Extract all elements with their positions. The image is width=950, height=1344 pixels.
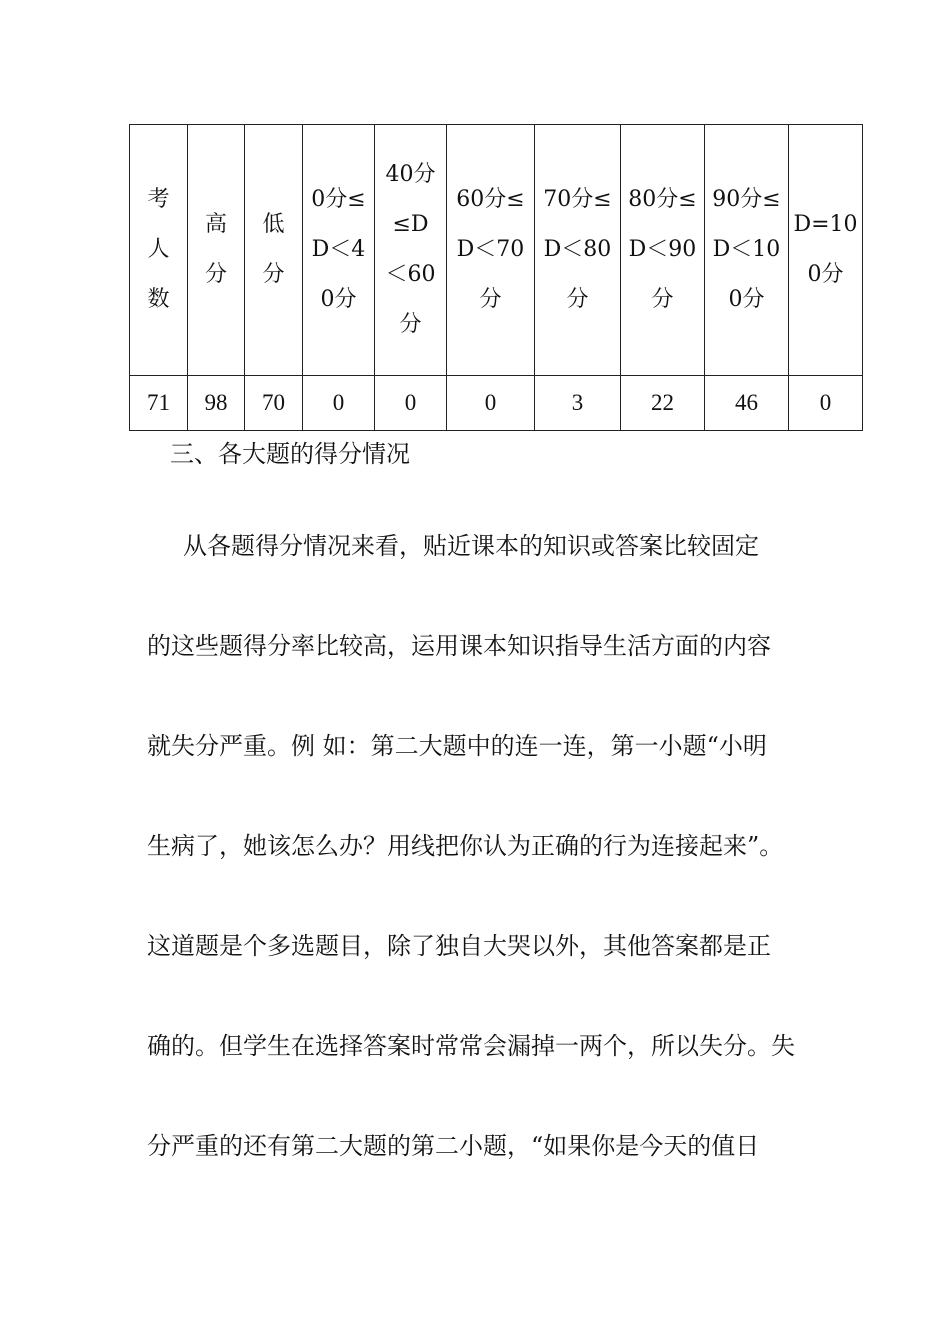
- value-cell: 3: [535, 376, 621, 431]
- header-cell: 40分≤D＜60分: [375, 125, 447, 376]
- value-cell: 0: [303, 376, 375, 431]
- value-cell: 0: [447, 376, 535, 431]
- header-cell: 高分: [188, 125, 245, 376]
- paragraph-line: 分严重的还有第二大题的第二小题，“如果你是今天的值日: [147, 1132, 760, 1160]
- paragraph-line: 从各题得分情况来看，贴近课本的知识或答案比较固定: [183, 532, 759, 560]
- header-cell: 70分≤D＜80分: [535, 125, 621, 376]
- section-heading: 三、各大题的得分情况: [170, 440, 410, 468]
- value-cell: 22: [621, 376, 705, 431]
- value-cell: 0: [375, 376, 447, 431]
- table-header-row: [130, 125, 863, 376]
- value-cell: 70: [245, 376, 303, 431]
- paragraph-line: 这道题是个多选题目，除了独自大哭以外，其他答案都是正: [147, 932, 771, 960]
- score-statistics-table: [129, 124, 863, 431]
- paragraph-line: 的这些题得分率比较高，运用课本知识指导生活方面的内容: [147, 632, 771, 660]
- value-cell: 0: [789, 376, 863, 431]
- header-cell: 90分≤D＜100分: [705, 125, 789, 376]
- header-cell: 考人数: [130, 125, 188, 376]
- body-paragraph: [147, 496, 815, 1196]
- header-cell: 低分: [245, 125, 303, 376]
- value-cell: 98: [188, 376, 245, 431]
- header-cell: 0分≤D＜40分: [303, 125, 375, 376]
- table-values-row: [130, 376, 863, 431]
- header-cell: D=100分: [789, 125, 863, 376]
- value-cell: 71: [130, 376, 188, 431]
- paragraph-line: 就失分严重。例 如：第二大题中的连一连，第一小题“小明: [147, 732, 767, 760]
- paragraph-line: 确的。但学生在选择答案时常常会漏掉一两个，所以失分。失: [147, 1032, 795, 1060]
- header-cell: 80分≤D＜90分: [621, 125, 705, 376]
- paragraph-line: 生病了，她该怎么办？用线把你认为正确的行为连接起来”。: [147, 832, 784, 860]
- header-cell: 60分≤D＜70分: [447, 125, 535, 376]
- value-cell: 46: [705, 376, 789, 431]
